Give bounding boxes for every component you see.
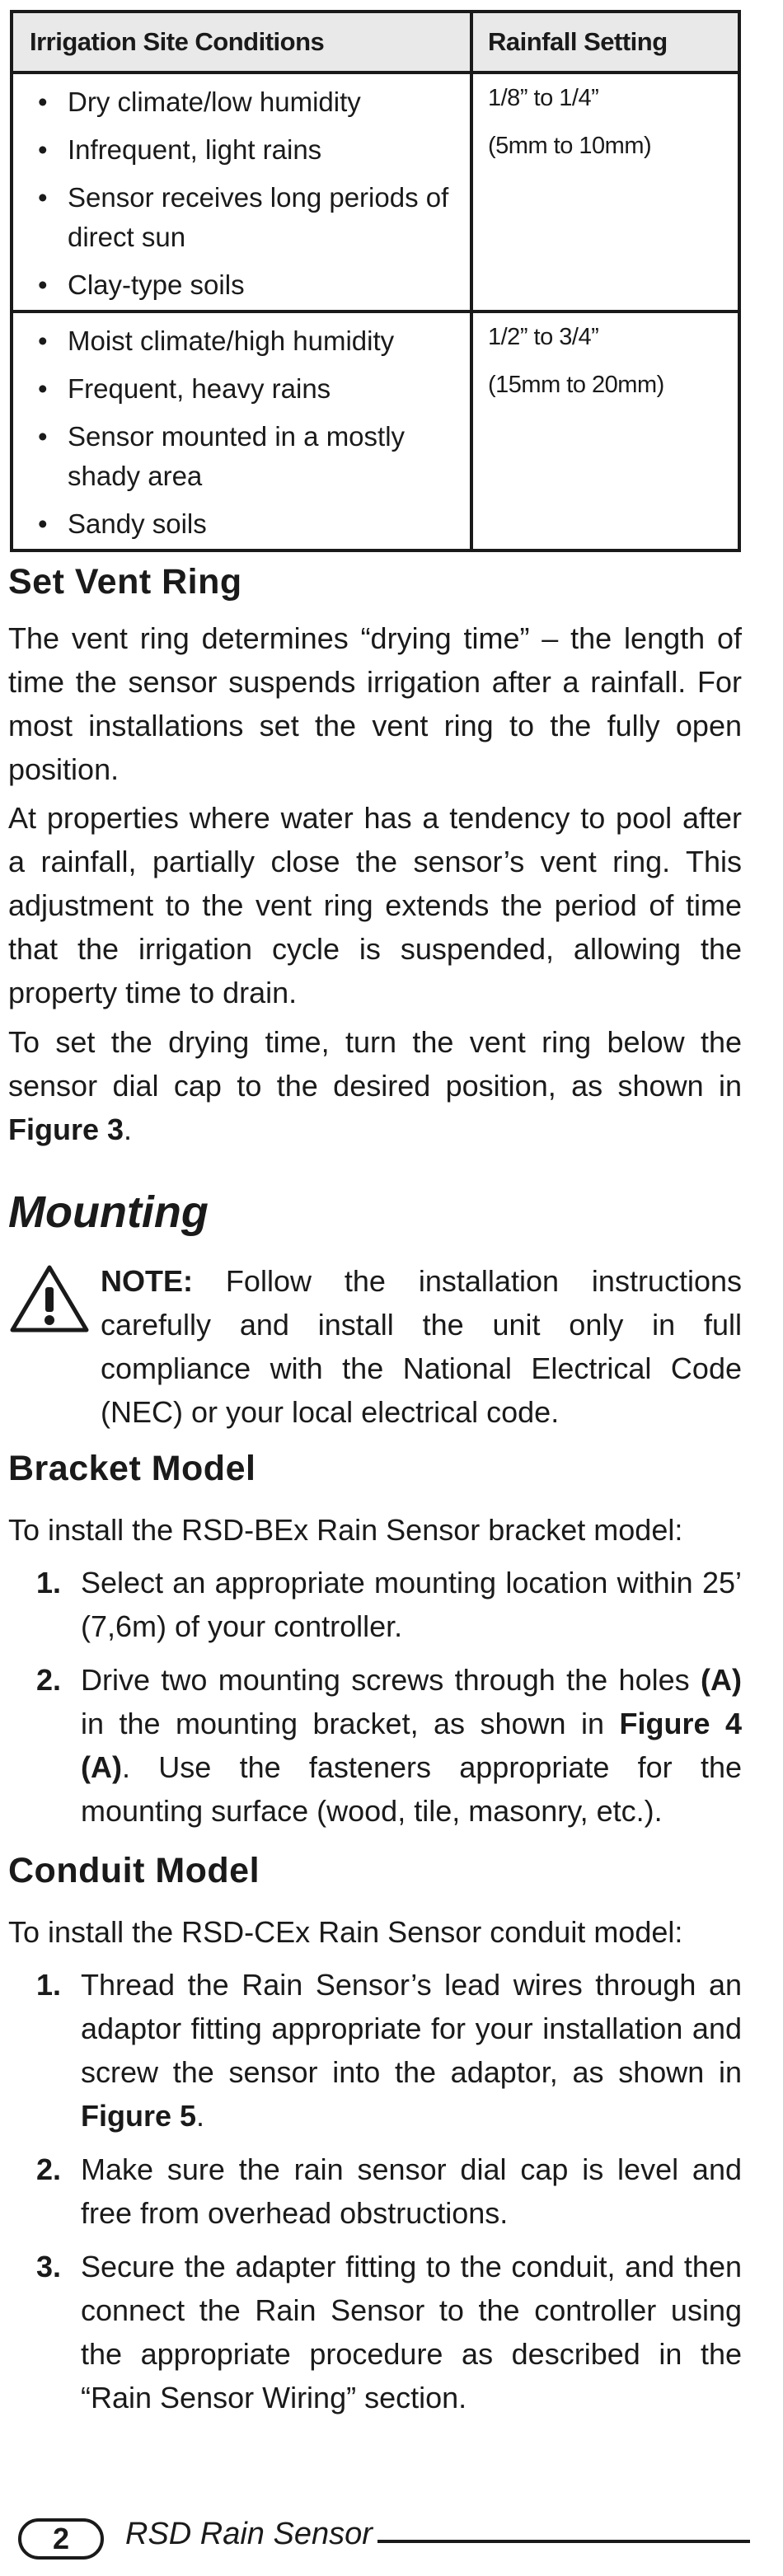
setting-inches: 1/2” to 3/4”	[488, 324, 599, 350]
conditions-list	[23, 321, 462, 544]
setting-mm: (5mm to 10mm)	[488, 133, 652, 159]
step-number: 2.	[36, 1663, 62, 1697]
bullet-icon: •	[38, 373, 48, 404]
bullet-icon: •	[38, 326, 48, 356]
note-label: NOTE:	[101, 1264, 193, 1298]
conduit-steps-list	[8, 1963, 742, 2429]
conduit-model-heading: Conduit Model	[8, 1851, 260, 1890]
list-item: 3. Secure the adapter fitting to the conduit, and then connect the Rain Sensor to the controller using the appropriate procedure as described in the “Rain Sensor Wiring” section.	[8, 2245, 742, 2419]
bullet-icon: •	[38, 508, 48, 539]
figure-reference: Figure 4 (A)	[81, 1707, 742, 1784]
table-row	[12, 311, 739, 550]
vent-ring-paragraph-3: To set the drying time, turn the vent ring below the sensor dial cap to the desired position, as shown in Figure 3.	[8, 1025, 742, 1146]
list-item: • Dry climate/low humidity	[23, 82, 462, 122]
table-header-setting: Rainfall Setting	[471, 12, 739, 73]
bullet-icon: •	[38, 87, 48, 117]
conditions-list	[23, 82, 462, 305]
list-item: 1. Thread the Rain Sensor’s lead wires through an adaptor fitting appropriate for your installation and screw the sensor into the adaptor, as shown in Figure 5.	[8, 1963, 742, 2138]
bullet-icon: •	[38, 134, 48, 165]
rainfall-settings-table	[10, 10, 741, 552]
conduit-model-intro: To install the RSD-CEx Rain Sensor conduit model:	[8, 1915, 683, 1949]
bracket-model-intro: To install the RSD-BEx Rain Sensor bracket model:	[8, 1513, 683, 1547]
vent-ring-heading: Set Vent Ring	[8, 562, 242, 602]
warning-icon	[8, 1262, 91, 1335]
label-reference: (A)	[701, 1663, 742, 1697]
step-number: 1.	[36, 1566, 62, 1599]
vent-ring-paragraph-1: The vent ring determines “drying time” – the length of time the sensor suspends irrigation after a rainfall. For most installations set the vent ring to the fully open position.	[8, 621, 742, 786]
list-item: 2. Make sure the rain sensor dial cap is level and free from overhead obstructions.	[8, 2147, 742, 2235]
figure-reference: Figure 3	[8, 1112, 124, 1146]
mounting-heading: Mounting	[8, 1187, 209, 1237]
vent-ring-paragraph-2: At properties where water has a tendency to pool after a rainfall, partially close the sensor’s vent ring. This adjustment to the vent ring extends the period of time that the irrigation cycle is suspended, allowing the property time to drain.	[8, 801, 742, 1009]
footer-title: RSD Rain Sensor	[125, 2517, 373, 2551]
setting-cell	[471, 73, 739, 311]
bracket-model-heading: Bracket Model	[8, 1449, 256, 1488]
figure-reference: Figure 5	[81, 2099, 197, 2133]
mounting-note: NOTE: Follow the installation instructions carefully and install the unit only in full compliance with the National Electrical Code (NEC) or your local electrical code.	[101, 1264, 742, 1429]
list-item: • Clay-type soils	[23, 265, 462, 305]
bracket-steps-list	[8, 1561, 742, 1843]
setting-mm: (15mm to 20mm)	[488, 372, 664, 398]
list-item: • Sensor receives long periods of direct sun	[23, 178, 462, 257]
table-header-row	[12, 12, 739, 73]
step-number: 2.	[36, 2152, 62, 2186]
list-item: • Infrequent, light rains	[23, 130, 462, 170]
list-item: • Moist climate/high humidity	[23, 321, 462, 361]
setting-inches: 1/8” to 1/4”	[488, 85, 599, 111]
setting-cell	[471, 311, 739, 550]
bullet-icon: •	[38, 269, 48, 300]
list-item: • Frequent, heavy rains	[23, 369, 462, 409]
list-item: 1. Select an appropriate mounting location within 25’ (7,6m) of your controller.	[8, 1561, 742, 1648]
footer-rule	[377, 2540, 750, 2543]
table-header-conditions: Irrigation Site Conditions	[12, 12, 471, 73]
conditions-cell	[12, 311, 471, 550]
conditions-cell	[12, 73, 471, 311]
step-number: 3.	[36, 2250, 62, 2283]
table-row	[12, 73, 739, 311]
step-number: 1.	[36, 1968, 62, 2002]
bullet-icon: •	[38, 182, 48, 213]
list-item: 2. Drive two mounting screws through the holes (A) in the mounting bracket, as shown in Figure 4 (A). Use the fasteners appropriate for the mounting surface (wood, tile, masonry, etc.).	[8, 1658, 742, 1833]
list-item: • Sandy soils	[23, 504, 462, 544]
list-item: • Sensor mounted in a mostly shady area	[23, 417, 462, 496]
page-number-badge: 2	[18, 2518, 104, 2560]
bullet-icon: •	[38, 421, 48, 452]
